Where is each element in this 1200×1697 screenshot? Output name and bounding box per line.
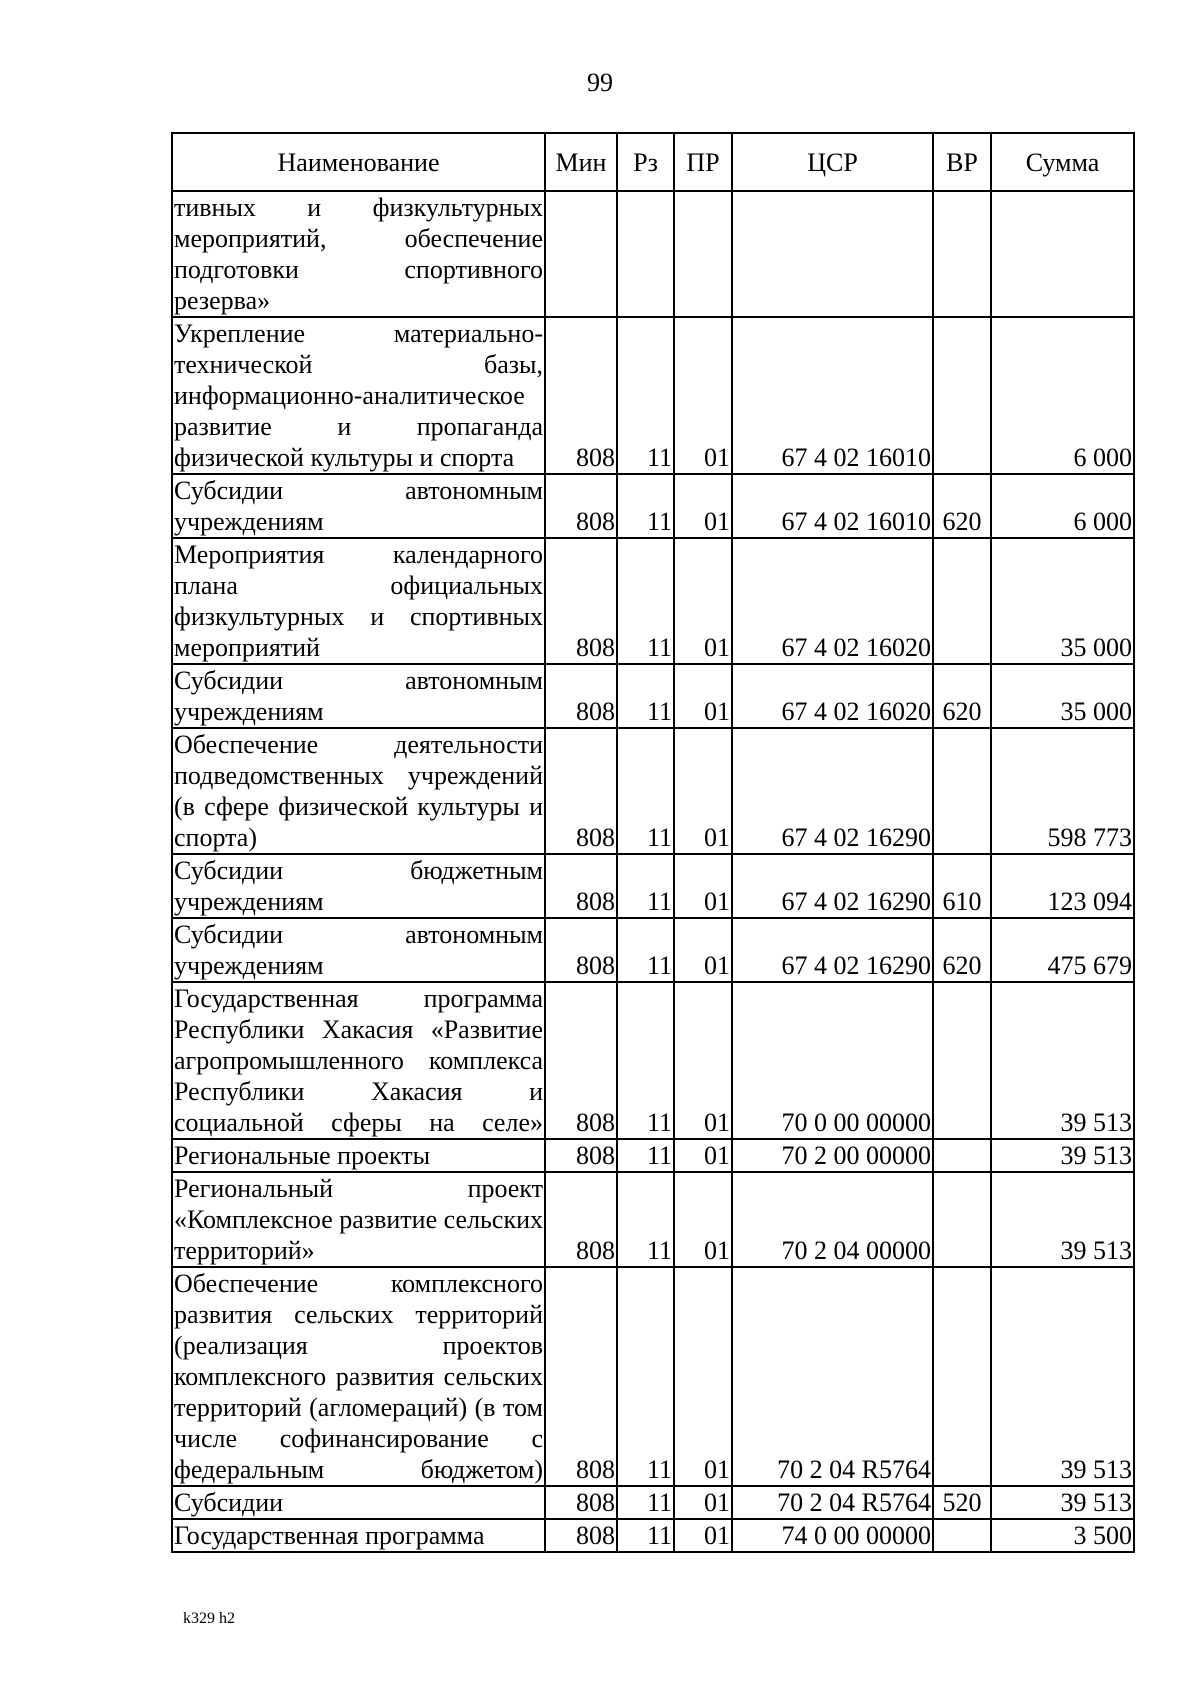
cell-csr: 67 4 02 16010	[732, 474, 933, 538]
table-row	[172, 538, 1134, 664]
cell-name: Субсидии	[172, 1486, 545, 1519]
cell-pr: 01	[674, 982, 732, 1139]
cell-vr	[933, 1519, 991, 1552]
cell-min: 808	[545, 918, 617, 982]
budget-table	[171, 132, 1135, 1553]
cell-rz: 11	[617, 1267, 674, 1486]
cell-pr: 01	[674, 317, 732, 474]
cell-rz	[617, 191, 674, 317]
cell-vr	[933, 1267, 991, 1486]
cell-sum: 3 500	[991, 1519, 1134, 1552]
cell-pr: 01	[674, 664, 732, 728]
table-row	[172, 1486, 1134, 1519]
cell-name: Государственная программа Республики Хакасия «Развитие агропромышленного комплекса Республики Хакасия и социальной сферы на селе»	[174, 984, 543, 1137]
cell-rz: 11	[617, 982, 674, 1139]
table-row	[172, 854, 1134, 918]
cell-sum: 123 094	[991, 854, 1134, 918]
header-sum: Сумма	[991, 133, 1134, 191]
cell-csr: 70 2 04 R5764	[732, 1486, 933, 1519]
cell-csr	[732, 191, 933, 317]
cell-pr: 01	[674, 1139, 732, 1172]
table-row	[172, 474, 1134, 538]
cell-rz: 11	[617, 728, 674, 854]
cell-min: 808	[545, 1519, 617, 1552]
cell-rz: 11	[617, 474, 674, 538]
cell-vr	[933, 1139, 991, 1172]
table-header-row	[172, 133, 1134, 191]
cell-min: 808	[545, 1139, 617, 1172]
cell-name: Региональные проекты	[172, 1139, 545, 1172]
cell-min: 808	[545, 317, 617, 474]
cell-vr	[933, 317, 991, 474]
cell-csr: 70 2 00 00000	[732, 1139, 933, 1172]
table-row	[172, 918, 1134, 982]
cell-name: Государственная программа	[172, 1519, 545, 1552]
cell-sum: 39 513	[991, 1267, 1134, 1486]
cell-csr: 67 4 02 16010	[732, 317, 933, 474]
cell-pr	[674, 191, 732, 317]
cell-rz: 11	[617, 1486, 674, 1519]
cell-name: тивных и физкультурных мероприятий, обеспечение подготовки спортивного резерва»	[174, 193, 543, 315]
table-row	[172, 191, 1134, 317]
cell-min: 808	[545, 1486, 617, 1519]
cell-sum: 6 000	[991, 474, 1134, 538]
cell-sum: 39 513	[991, 1486, 1134, 1519]
cell-vr	[933, 191, 991, 317]
cell-min: 808	[545, 664, 617, 728]
cell-pr: 01	[674, 474, 732, 538]
cell-rz: 11	[617, 1172, 674, 1267]
cell-vr	[933, 1172, 991, 1267]
cell-sum: 35 000	[991, 664, 1134, 728]
cell-min: 808	[545, 1172, 617, 1267]
cell-vr: 610	[933, 854, 991, 918]
cell-sum: 39 513	[991, 1172, 1134, 1267]
cell-vr	[933, 982, 991, 1139]
table-row	[172, 728, 1134, 854]
cell-rz: 11	[617, 664, 674, 728]
cell-sum: 39 513	[991, 1139, 1134, 1172]
cell-name: Региональный проект «Комплексное развитие сельских территорий»	[174, 1174, 543, 1265]
table-row	[172, 664, 1134, 728]
cell-csr: 67 4 02 16290	[732, 728, 933, 854]
cell-pr: 01	[674, 1519, 732, 1552]
cell-name: Субсидии бюджетным учреждениям	[174, 856, 543, 916]
table-row	[172, 317, 1134, 474]
cell-min: 808	[545, 1267, 617, 1486]
header-name: Наименование	[172, 133, 545, 191]
cell-csr: 67 4 02 16020	[732, 538, 933, 664]
header-pr: ПР	[674, 133, 732, 191]
cell-csr: 67 4 02 16290	[732, 854, 933, 918]
cell-min	[545, 191, 617, 317]
cell-min: 808	[545, 474, 617, 538]
cell-sum	[991, 191, 1134, 317]
cell-name: Обеспечение деятельности подведомственных учреждений (в сфере физической культуры и спорта)	[174, 730, 543, 852]
cell-csr: 70 2 04 00000	[732, 1172, 933, 1267]
cell-rz: 11	[617, 538, 674, 664]
table-row	[172, 1139, 1134, 1172]
cell-min: 808	[545, 728, 617, 854]
cell-vr: 520	[933, 1486, 991, 1519]
page-number: 99	[587, 68, 613, 97]
cell-rz: 11	[617, 317, 674, 474]
table-row	[172, 1172, 1134, 1267]
cell-rz: 11	[617, 1519, 674, 1552]
cell-name: Мероприятия календарного плана официальных физкультурных и спортивных мероприятий	[174, 540, 543, 662]
cell-pr: 01	[674, 1172, 732, 1267]
cell-rz: 11	[617, 1139, 674, 1172]
table-row	[172, 1267, 1134, 1486]
cell-pr: 01	[674, 1267, 732, 1486]
cell-sum: 598 773	[991, 728, 1134, 854]
cell-vr	[933, 538, 991, 664]
table-row	[172, 1519, 1134, 1552]
cell-csr: 67 4 02 16290	[732, 918, 933, 982]
table-row	[172, 982, 1134, 1139]
header-vr: ВР	[933, 133, 991, 191]
table-body	[172, 191, 1134, 1552]
cell-min: 808	[545, 982, 617, 1139]
cell-vr: 620	[933, 474, 991, 538]
cell-sum: 475 679	[991, 918, 1134, 982]
cell-csr: 70 2 04 R5764	[732, 1267, 933, 1486]
header-min: Мин	[545, 133, 617, 191]
cell-csr: 70 0 00 00000	[732, 982, 933, 1139]
cell-name: Субсидии автономным учреждениям	[174, 920, 543, 980]
cell-min: 808	[545, 854, 617, 918]
cell-min: 808	[545, 538, 617, 664]
cell-name: Субсидии автономным учреждениям	[174, 666, 543, 726]
cell-name: Укрепление материально-технической базы, информационно-аналитическое развитие и пропаганда физической культуры и спорта	[174, 319, 543, 472]
header-rz: Рз	[617, 133, 674, 191]
cell-vr	[933, 728, 991, 854]
cell-rz: 11	[617, 918, 674, 982]
cell-csr: 67 4 02 16020	[732, 664, 933, 728]
header-csr: ЦСР	[732, 133, 933, 191]
cell-vr: 620	[933, 918, 991, 982]
cell-pr: 01	[674, 1486, 732, 1519]
cell-name: Обеспечение комплексного развития сельских территорий (реализация проектов комплексного развития сельских территорий (агломераций) (в том числе софинансирование с федеральным бюджетом)	[174, 1269, 543, 1484]
cell-sum: 39 513	[991, 982, 1134, 1139]
cell-name: Субсидии автономным учреждениям	[174, 476, 543, 536]
cell-pr: 01	[674, 538, 732, 664]
cell-sum: 6 000	[991, 317, 1134, 474]
cell-sum: 35 000	[991, 538, 1134, 664]
cell-pr: 01	[674, 918, 732, 982]
cell-csr: 74 0 00 00000	[732, 1519, 933, 1552]
cell-pr: 01	[674, 728, 732, 854]
cell-pr: 01	[674, 854, 732, 918]
cell-rz: 11	[617, 854, 674, 918]
footer-code: k329 h2	[183, 1610, 235, 1627]
cell-vr: 620	[933, 664, 991, 728]
